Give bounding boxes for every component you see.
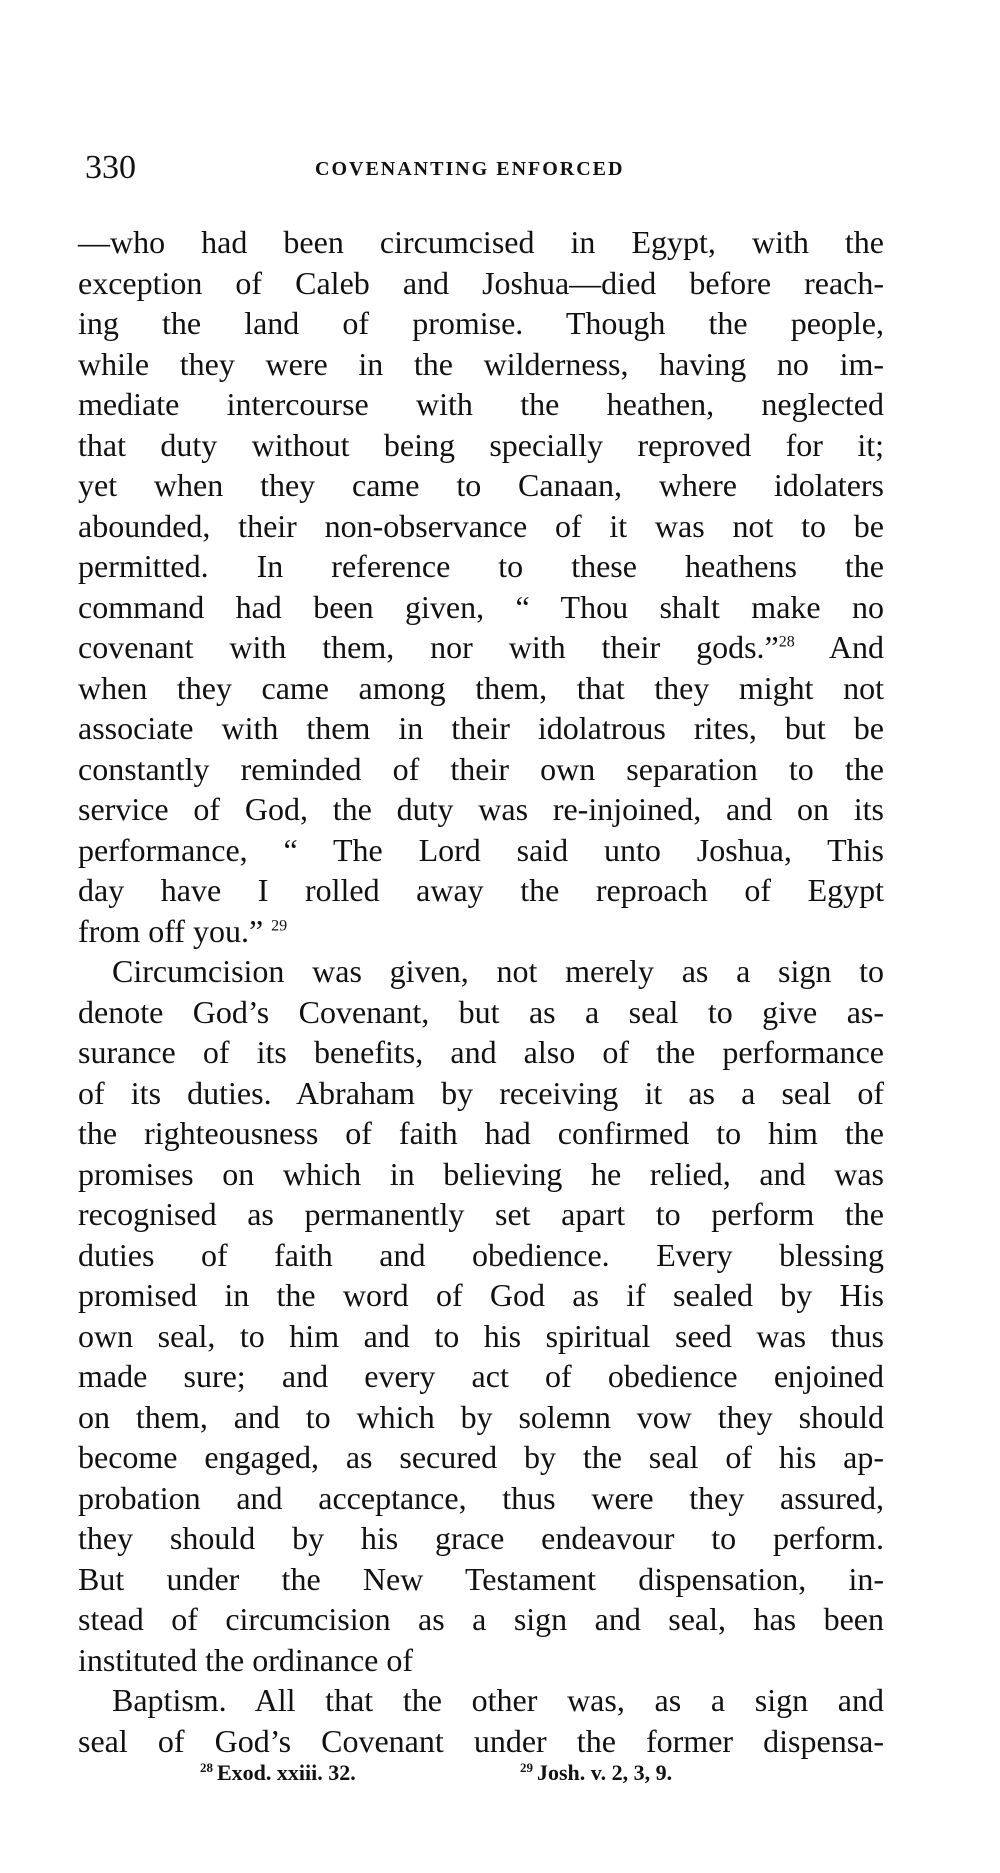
- text-line-with-ref: [78, 911, 884, 952]
- text-line: service of God, the duty was re-injoined, and on its: [78, 791, 884, 827]
- text-line: mediate intercourse with the heathen, neglected: [78, 386, 884, 422]
- text-line: permitted. In reference to these heathens the: [78, 548, 884, 584]
- text-line: performance, “ The Lord said unto Joshua, This: [78, 831, 884, 868]
- text-line: made sure; and every act of obedience enjoined: [78, 1358, 884, 1394]
- text-segment: covenant with them, nor with their gods.”: [78, 629, 779, 665]
- text-line: that duty without being specially reproved for it;: [78, 426, 884, 463]
- text-line: command had been given, “ Thou shalt make no: [78, 588, 884, 625]
- footnote: [200, 1758, 356, 1788]
- text-line: seal of God’s Covenant under the former dispensa-: [78, 1722, 884, 1759]
- text-line: instituted the ordinance of: [78, 1641, 414, 1678]
- text-line: Baptism. All that the other was, as a sign and: [112, 1682, 884, 1718]
- text-line: own seal, to him and to his spiritual seed was thus: [78, 1317, 884, 1354]
- text-line: of its duties. Abraham by receiving it as a seal of: [78, 1074, 884, 1111]
- text-line: stead of circumcision as a sign and seal, has been: [78, 1601, 884, 1637]
- text-line: when they came among them, that they might not: [78, 669, 884, 706]
- footnote-text: Josh. v. 2, 3, 9.: [537, 1760, 673, 1785]
- text-line: recognised as permanently set apart to perform the: [78, 1196, 884, 1232]
- text-line: probation and acceptance, thus were they assured,: [78, 1479, 884, 1516]
- text-line: denote God’s Covenant, but as a seal to give as-: [78, 993, 884, 1030]
- text-segment: from off you.”: [78, 912, 264, 949]
- text-line: surance of its benefits, and also of the performance: [78, 1034, 884, 1070]
- text-segment: And: [828, 629, 885, 665]
- footnote: [520, 1758, 672, 1788]
- running-title: COVENANTING ENFORCED: [315, 158, 625, 180]
- footnote-marker: 29: [520, 1759, 533, 1775]
- footnote-marker: 28: [200, 1759, 213, 1775]
- text-line: —who had been circumcised in Egypt, with the: [78, 224, 884, 260]
- text-line: exception of Caleb and Joshua—died before reach-: [78, 264, 884, 301]
- text-line: associate with them in their idolatrous rites, but be: [78, 710, 884, 746]
- text-line: yet when they came to Canaan, where idolaters: [78, 467, 884, 503]
- text-line: abounded, their non-observance of it was not to be: [78, 507, 884, 544]
- text-line: But under the New Testament dispensation, in-: [78, 1560, 884, 1597]
- text-line: duties of faith and obedience. Every blessing: [78, 1236, 884, 1273]
- running-head: [85, 148, 885, 188]
- footnote-text: Exod. xxiii. 32.: [217, 1760, 356, 1785]
- text-line: constantly reminded of their own separation to the: [78, 750, 884, 787]
- text-line: become engaged, as secured by the seal of his ap-: [78, 1439, 884, 1475]
- text-line: the righteousness of faith had confirmed to him the: [78, 1115, 884, 1151]
- page-number: 330: [85, 149, 136, 186]
- footnote-ref-29: 29: [271, 916, 288, 934]
- text-line: ing the land of promise. Though the people,: [78, 305, 884, 341]
- body-text: [78, 222, 884, 1761]
- text-line-with-ref: [78, 627, 884, 668]
- text-line: Circumcision was given, not merely as a sign to: [112, 953, 884, 989]
- text-line: promises on which in believing he relied, and was: [78, 1155, 884, 1192]
- text-line: promised in the word of God as if sealed by His: [78, 1277, 884, 1313]
- text-line: while they were in the wilderness, having no im-: [78, 345, 884, 382]
- text-line: they should by his grace endeavour to perform.: [78, 1520, 884, 1556]
- text-line: day have I rolled away the reproach of Egypt: [78, 872, 884, 908]
- text-line: on them, and to which by solemn vow they should: [78, 1398, 884, 1435]
- footnote-ref-28: 28: [778, 633, 795, 651]
